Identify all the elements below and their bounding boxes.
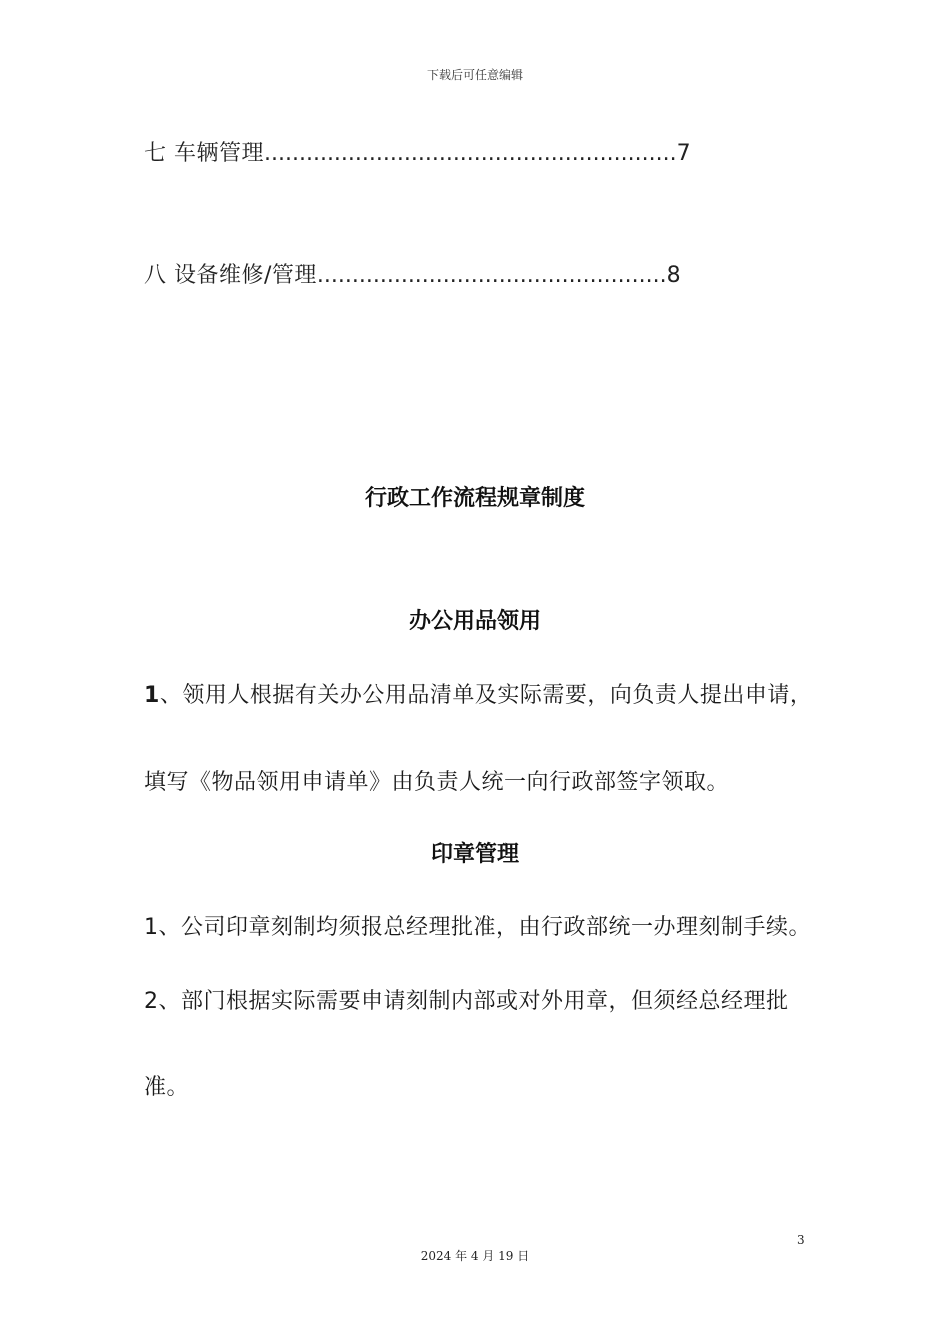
office-supplies-item-1-line-2: 填写《物品领用申请单》由负责人统一向行政部签字领取。 — [144, 770, 730, 795]
toc-entry-vehicle[interactable] — [144, 136, 691, 167]
toc-entry-label: 八 设备维修/管理 — [144, 263, 317, 288]
seal-item-2-line-1: 2、部门根据实际需要申请刻制内部或对外用章，但须经总经理批 — [144, 989, 789, 1014]
page-number: 3 — [797, 1233, 805, 1247]
item-text: 、领用人根据有关办公用品清单及实际需要，向负责人提出申请， — [159, 683, 813, 708]
toc-leader-dots: .................................................. — [316, 263, 667, 288]
footer-date: 2024 年 4 月 19 日 — [420, 1249, 530, 1263]
office-supplies-item-1-line-1 — [144, 678, 812, 709]
toc-entry-equipment[interactable] — [144, 258, 681, 289]
main-title: 行政工作流程规章制度 — [364, 486, 585, 511]
seal-item-2-line-2: 准。 — [144, 1075, 190, 1100]
page-header: 下载后可任意编辑 — [426, 68, 523, 82]
toc-entry-page: 8 — [666, 263, 682, 288]
toc-entry-label: 七 车辆管理 — [144, 141, 264, 166]
item-number: 1 — [144, 683, 160, 708]
seal-item-1: 1、公司印章刻制均须报总经理批准，由行政部统一办理刻制手续。 — [144, 915, 811, 940]
toc-entry-page: 7 — [676, 141, 692, 166]
toc-leader-dots: ........................................................... — [264, 141, 677, 166]
section-title-office-supplies: 办公用品领用 — [408, 609, 541, 634]
section-title-seal-management: 印章管理 — [430, 842, 519, 867]
